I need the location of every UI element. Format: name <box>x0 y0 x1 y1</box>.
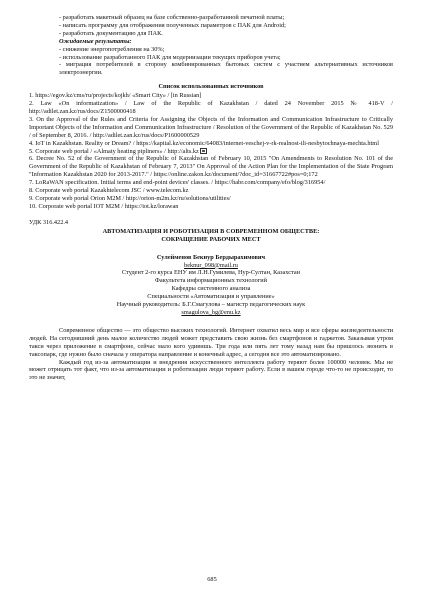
affiliation <box>29 269 393 309</box>
affiliation-line: Специальности «Автоматизация и управление» <box>147 293 275 301</box>
reference-item[interactable]: 10. Corporate web portal IOT M2M / https://iot.kz/lorawan <box>29 202 179 210</box>
expected-item: - миграция потребителей в сторону комбинированных бытовых систем с участием альтернативных источников электроэнергии. <box>59 61 393 77</box>
author-name: Сулейменов Бекнур Бердырахимович <box>156 253 266 261</box>
paper-title-line: СОКРАЩЕНИЕ РАБОЧИХ МЕСТ <box>161 235 261 243</box>
task-list <box>29 14 393 38</box>
reference-item[interactable] <box>29 148 393 156</box>
advisor-email-link[interactable]: smagulova_bg@enu.kz <box>181 309 241 316</box>
references-title: Список использованных источников <box>158 83 264 91</box>
expected-results-heading: Ожидаемые результаты: <box>59 37 132 45</box>
page-number: 685 <box>207 576 217 584</box>
udk-code: УДК 316.422.4 <box>29 218 69 226</box>
reference-item[interactable]: 4. IoT in Kazakhstan. Reality or Dream? / https://kapital.kz/economic/64083/internet-veschej-v-rk-realnost-ili-nesbytochnaya-mechta.html <box>29 139 379 147</box>
affiliation-line: Факультета информационных технологий <box>154 277 268 285</box>
reference-item[interactable]: 3. On the Approval of the Rules and Criteria for Assigning the Objects of the Information and Communication Infrastructure to Critically Important Objects of the Information and Communication Infrastructure / Resolution of the Government of the Republic of Kazakhstan No. 529 / of September 8, 2016. / http://adilet.zan.kz/rus/docs/P1600000529 <box>29 115 393 139</box>
expected-item: - снижение энергопотребления на 30%; <box>59 45 165 53</box>
document-icon <box>200 148 207 154</box>
expected-item: - использование разработанного ПАК для модернизации текущих приборов учета; <box>59 53 281 61</box>
reference-item[interactable]: 8. Corporate web portal Kazakhtelecom JSC / www.telecom.kz <box>29 187 189 195</box>
reference-item[interactable]: 9. Corporate web portal Orion M2M / http://orion-m2m.kz/ru/solutions/utilities/ <box>29 194 231 202</box>
body-paragraph: Современное общество — это общество высоких технологий. Интернет охватил весь мир и все сферы жизнедеятельности людей. На сегодняшний день малое количество людей может представить свою жизнь без смартфонов и гаджетов. Заказывая утром такси через приложение в смартфоне, сейчас мало кого удивишь. Три года или пять лет тому назад нам бы пришлось звонить в таксопарк, где нужно было сначала у оператора направление и конечный адрес, а сегодня все это автоматизировано. <box>29 326 393 358</box>
task-item: - разработать документацию для ПАК. <box>59 29 163 37</box>
reference-item[interactable]: 2. Law «On informatization» / Law of the Republic of Kazakhstan / dated 24 November 2015 № 418-V / http://adilet.zan.kz/rus/docs/Z1500000418 <box>29 100 393 115</box>
references-list <box>29 92 393 211</box>
spacer <box>29 317 393 327</box>
paper-title <box>29 228 393 244</box>
task-item: - написать программу для отображения полученных параметров с ПАК для Android; <box>59 21 286 29</box>
affiliation-line: Научный руководитель: Б.Г.Смагулова – магистр педагогических наук <box>116 301 306 309</box>
reference-item[interactable]: 6. Decree No. 52 of the Government of the Republic of Kazakhstan of February 10, 2015 "On Amendments to Resolution No. 101 of the Government of the Republic of Kazakhstan of February 7, 2013" On Approval of the Action Plan for the Implementation of the State Program "Information Kazakhstan 2020 for 2013-2017." / https://online.zakon.kz/document/?doc_id=31667722#pos=0;172 <box>29 155 393 179</box>
reference-item[interactable]: 1. https://egov.kz/cms/ru/projects/kojkh/ «Smart City» / [in Russian] <box>29 92 202 100</box>
body-paragraph: Каждый год из-за автоматизации и внедрения искусственного интеллекта работу теряют более 100000 человек. Мы не может отрицать тот факт, что из-за автоматизации и роботизации люди теряют работу. Если в вашем городе что-то не происходит, то это не значит, <box>29 358 393 382</box>
reference-item[interactable]: 7. LoRaWAN specification. Initial terms and end-point devices' classes. / https://habr.com/company/efo/blog/316954/ <box>29 179 326 187</box>
affiliation-line: Кафедры системного анализа <box>171 285 251 293</box>
affiliation-line: Студент 2-го курса ЕНУ им Л.Н.Гумилева, Нур-Султан, Казахстан <box>121 269 301 277</box>
task-item: - разработать макетный образец на базе собственно-разработанной печатной платы; <box>59 14 285 21</box>
author-email-link[interactable]: beknur_098@mail.ru <box>184 261 238 269</box>
reference-text[interactable]: 5. Corporate web portal / «Almaty heating pipliners» / http://alts.kz <box>29 147 199 155</box>
expected-results-list <box>29 46 393 78</box>
paper-title-line: АВТОМАТИЗАЦИЯ И РОБОТИЗАЦИЯ В СОВРЕМЕННОМ ОБЩЕСТВЕ: <box>102 227 320 235</box>
